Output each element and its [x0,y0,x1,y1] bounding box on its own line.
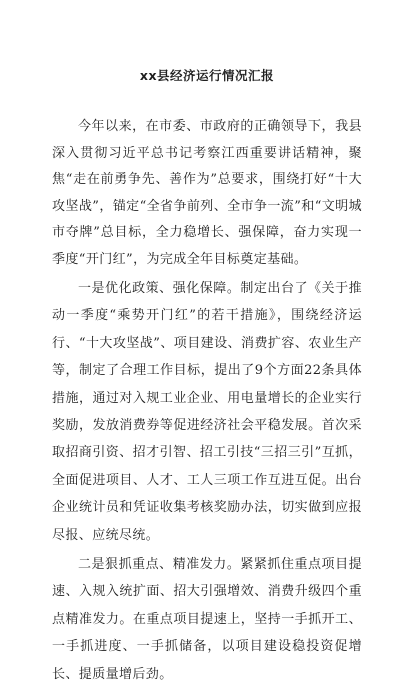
document-title: xx县经济运行情况汇报 [139,68,275,83]
paragraph-focus: 二是狠抓重点、精准发力。紧紧抓住重点项目提速、入规入统扩面、招大引强增效、消费升级四个重点精准发力。在重点项目提速上，坚持一手抓开工、一手抓进度、一手抓储备，以项目建设稳投资促增长、提质量增后劲。 [52,557,362,682]
paragraph-intro: 今年以来，在市委、市政府的正确领导下，我县深入贯彻习近平总书记考察江西重要讲话精神，聚焦“走在前勇争先、善作为”总要求，围绕打好“十大攻坚战”，锚定“全省争前列、全市争一流”和“文明城市夺牌”总目标，全力稳增长、强保障，奋力实现一季度“开门红”，为完成全年目标奠定基础。 [52,119,362,267]
paragraph-policy: 一是优化政策、强化保障。制定出台了《关于推动一季度“乘势开门红”的若干措施》，围绕经济运行、“十大攻坚战”、项目建设、消费扩容、农业生产等，制定了合理工作目标，提出了9个方面22条具体措施，通过对入规工业企业、用电量增长的企业实行奖励，发放消费券等促进经济社会平稳发展。首次采取招商引资、招才引智、招工引技“三招三引”互抓，全面促进项目、人才、工人三项工作互进互促。出台企业统计员和凭证收集考核奖励办法，切实做到应报尽报、应统尽统。 [52,281,362,543]
